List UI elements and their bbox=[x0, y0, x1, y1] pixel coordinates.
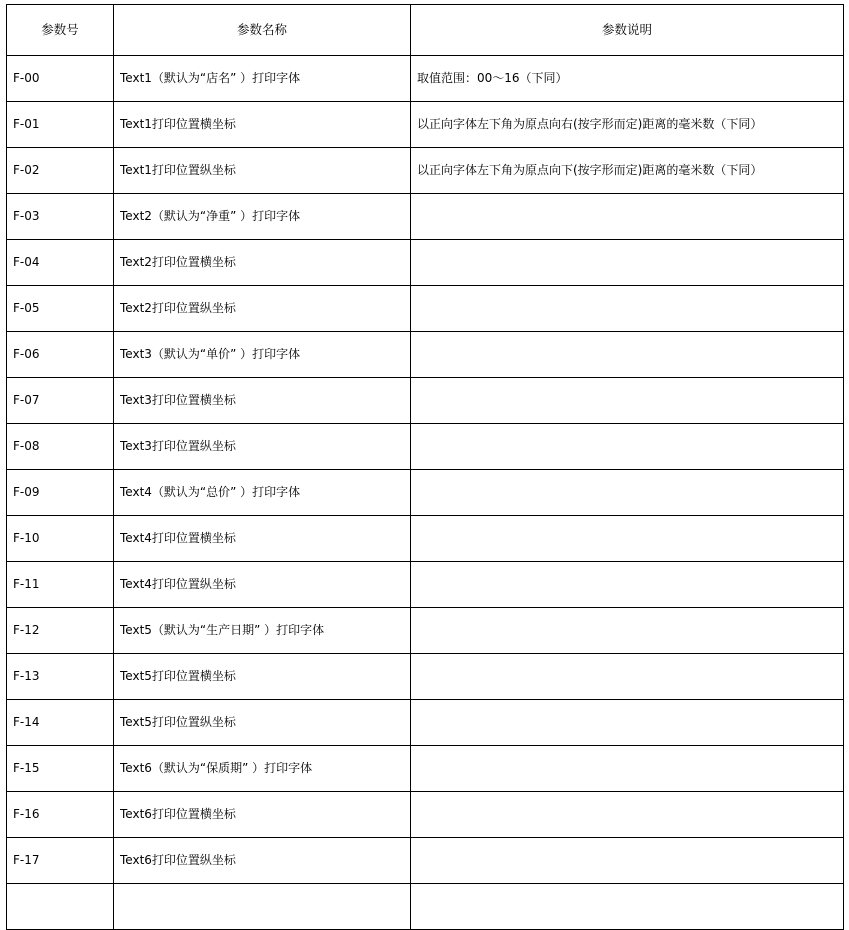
cell-param-no: F-14 bbox=[7, 700, 114, 746]
table-row bbox=[7, 470, 844, 516]
table-row bbox=[7, 700, 844, 746]
cell-param-no: F-01 bbox=[7, 102, 114, 148]
cell-param-desc bbox=[411, 240, 844, 286]
table-row bbox=[7, 102, 844, 148]
table-header bbox=[7, 5, 844, 56]
cell-param-desc bbox=[411, 378, 844, 424]
column-header-param-desc: 参数说明 bbox=[411, 5, 844, 56]
cell-param-no: F-16 bbox=[7, 792, 114, 838]
table-row bbox=[7, 884, 844, 930]
cell-param-name: Text6打印位置纵坐标 bbox=[114, 838, 411, 884]
cell-param-desc bbox=[411, 516, 844, 562]
cell-param-desc bbox=[411, 700, 844, 746]
cell-param-desc bbox=[411, 562, 844, 608]
column-header-param-no: 参数号 bbox=[7, 5, 114, 56]
cell-param-no: F-02 bbox=[7, 148, 114, 194]
cell-param-desc bbox=[411, 608, 844, 654]
cell-param-no: F-04 bbox=[7, 240, 114, 286]
cell-param-desc bbox=[411, 194, 844, 240]
parameter-table bbox=[6, 4, 844, 930]
cell-param-no: F-10 bbox=[7, 516, 114, 562]
cell-param-desc bbox=[411, 332, 844, 378]
cell-param-name: Text2（默认为“净重” ）打印字体 bbox=[114, 194, 411, 240]
cell-param-desc: 以正向字体左下角为原点向下(按字形而定)距离的毫米数（下同） bbox=[411, 148, 844, 194]
cell-param-name: Text4打印位置纵坐标 bbox=[114, 562, 411, 608]
cell-param-name: Text5打印位置横坐标 bbox=[114, 654, 411, 700]
table-row bbox=[7, 56, 844, 102]
cell-param-no bbox=[7, 884, 114, 930]
cell-param-desc bbox=[411, 792, 844, 838]
table-row bbox=[7, 194, 844, 240]
cell-param-desc bbox=[411, 286, 844, 332]
cell-param-name: Text4打印位置横坐标 bbox=[114, 516, 411, 562]
cell-param-desc bbox=[411, 470, 844, 516]
table-row bbox=[7, 332, 844, 378]
cell-param-no: F-08 bbox=[7, 424, 114, 470]
cell-param-name: Text5（默认为“生产日期” ）打印字体 bbox=[114, 608, 411, 654]
table-row bbox=[7, 792, 844, 838]
cell-param-no: F-00 bbox=[7, 56, 114, 102]
cell-param-no: F-11 bbox=[7, 562, 114, 608]
cell-param-no: F-09 bbox=[7, 470, 114, 516]
table-row bbox=[7, 608, 844, 654]
cell-param-name: Text4（默认为“总价” ）打印字体 bbox=[114, 470, 411, 516]
cell-param-desc bbox=[411, 746, 844, 792]
cell-param-no: F-17 bbox=[7, 838, 114, 884]
table-row bbox=[7, 378, 844, 424]
cell-param-name bbox=[114, 884, 411, 930]
table-row bbox=[7, 746, 844, 792]
table-row bbox=[7, 148, 844, 194]
cell-param-name: Text6（默认为“保质期” ）打印字体 bbox=[114, 746, 411, 792]
cell-param-no: F-13 bbox=[7, 654, 114, 700]
cell-param-desc bbox=[411, 654, 844, 700]
cell-param-name: Text3打印位置纵坐标 bbox=[114, 424, 411, 470]
cell-param-desc: 以正向字体左下角为原点向右(按字形而定)距离的毫米数（下同） bbox=[411, 102, 844, 148]
table-row bbox=[7, 424, 844, 470]
table-row bbox=[7, 240, 844, 286]
table-row bbox=[7, 516, 844, 562]
cell-param-desc: 取值范围：00～16（下同） bbox=[411, 56, 844, 102]
table-row bbox=[7, 562, 844, 608]
table-header-row bbox=[7, 5, 844, 56]
cell-param-name: Text2打印位置纵坐标 bbox=[114, 286, 411, 332]
cell-param-no: F-07 bbox=[7, 378, 114, 424]
cell-param-name: Text1打印位置纵坐标 bbox=[114, 148, 411, 194]
cell-param-name: Text1（默认为“店名” ）打印字体 bbox=[114, 56, 411, 102]
cell-param-name: Text5打印位置纵坐标 bbox=[114, 700, 411, 746]
cell-param-name: Text3（默认为“单价” ）打印字体 bbox=[114, 332, 411, 378]
cell-param-name: Text2打印位置横坐标 bbox=[114, 240, 411, 286]
cell-param-no: F-12 bbox=[7, 608, 114, 654]
cell-param-desc bbox=[411, 884, 844, 930]
cell-param-no: F-05 bbox=[7, 286, 114, 332]
cell-param-name: Text1打印位置横坐标 bbox=[114, 102, 411, 148]
cell-param-name: Text6打印位置横坐标 bbox=[114, 792, 411, 838]
cell-param-no: F-06 bbox=[7, 332, 114, 378]
table-row bbox=[7, 654, 844, 700]
cell-param-desc bbox=[411, 838, 844, 884]
column-header-param-name: 参数名称 bbox=[114, 5, 411, 56]
cell-param-name: Text3打印位置横坐标 bbox=[114, 378, 411, 424]
table-body bbox=[7, 56, 844, 930]
table-row bbox=[7, 838, 844, 884]
table-row bbox=[7, 286, 844, 332]
cell-param-no: F-03 bbox=[7, 194, 114, 240]
cell-param-no: F-15 bbox=[7, 746, 114, 792]
cell-param-desc bbox=[411, 424, 844, 470]
